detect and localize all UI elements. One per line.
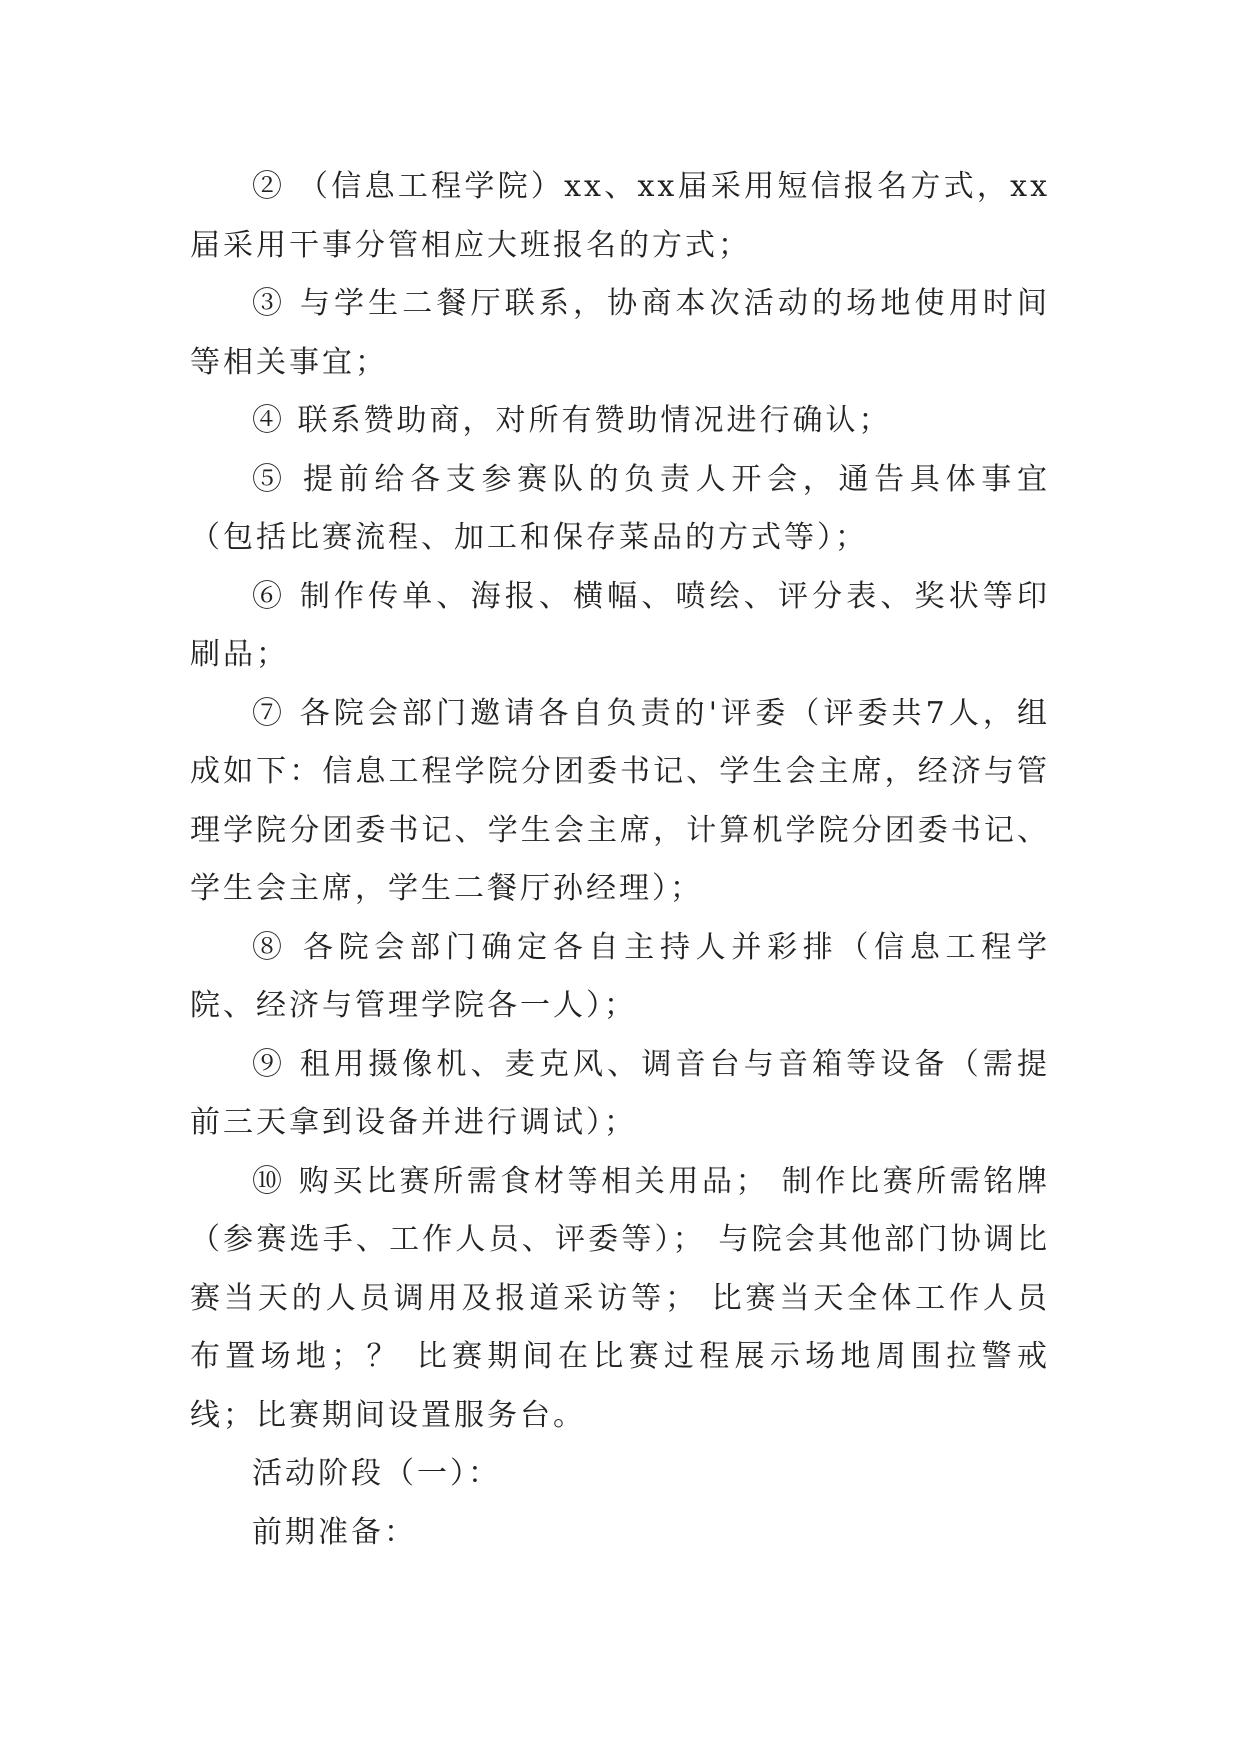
paragraph-item-10: ⑩ 购买比赛所需食材等相关用品； 制作比赛所需铭牌（参赛选手、工作人员、评委等）； 与院会其他部门协调比赛当天的人员调用及报道采访等； 比赛当天全体工作人员布置场地；？ 比赛期间在比赛过程展示场地周围拉警戒线；比赛期间设置服务台。 — [190, 1163, 1050, 1433]
paragraph-item-3: ③ 与学生二餐厅联系，协商本次活动的场地使用时间等相关事宜； — [190, 286, 1050, 380]
paragraph-item-5: ⑤ 提前给各支参赛队的负责人开会，通告具体事宜（包括比赛流程、加工和保存菜品的方式等）； — [190, 461, 1050, 555]
paragraph-item-7: ⑦ 各院会部门邀请各自负责的'评委（评委共7人，组成如下：信息工程学院分团委书记、学生会主席，经济与管理学院分团委书记、学生会主席，计算机学院分团委书记、学生会主席，学生二餐厅孙经理）； — [190, 695, 1050, 906]
paragraph-item-4: ④ 联系赞助商，对所有赞助情况进行确认； — [252, 403, 892, 438]
paragraph-item-6: ⑥ 制作传单、海报、横幅、喷绘、评分表、奖状等印刷品； — [190, 578, 1050, 672]
document-body — [190, 158, 1050, 1562]
paragraph-item-9: ⑨ 租用摄像机、麦克风、调音台与音箱等设备（需提前三天拿到设备并进行调试）； — [190, 1046, 1050, 1140]
paragraph-item-2: ② （信息工程学院）xx、xx届采用短信报名方式，xx届采用干事分管相应大班报名的方式； — [190, 169, 1050, 263]
section-heading-activity-stage: 活动阶段（一）： — [252, 1456, 501, 1491]
paragraph-item-8: ⑧ 各院会部门确定各自主持人并彩排（信息工程学院、经济与管理学院各一人）； — [190, 929, 1050, 1023]
section-heading-preparation: 前期准备： — [252, 1514, 417, 1550]
